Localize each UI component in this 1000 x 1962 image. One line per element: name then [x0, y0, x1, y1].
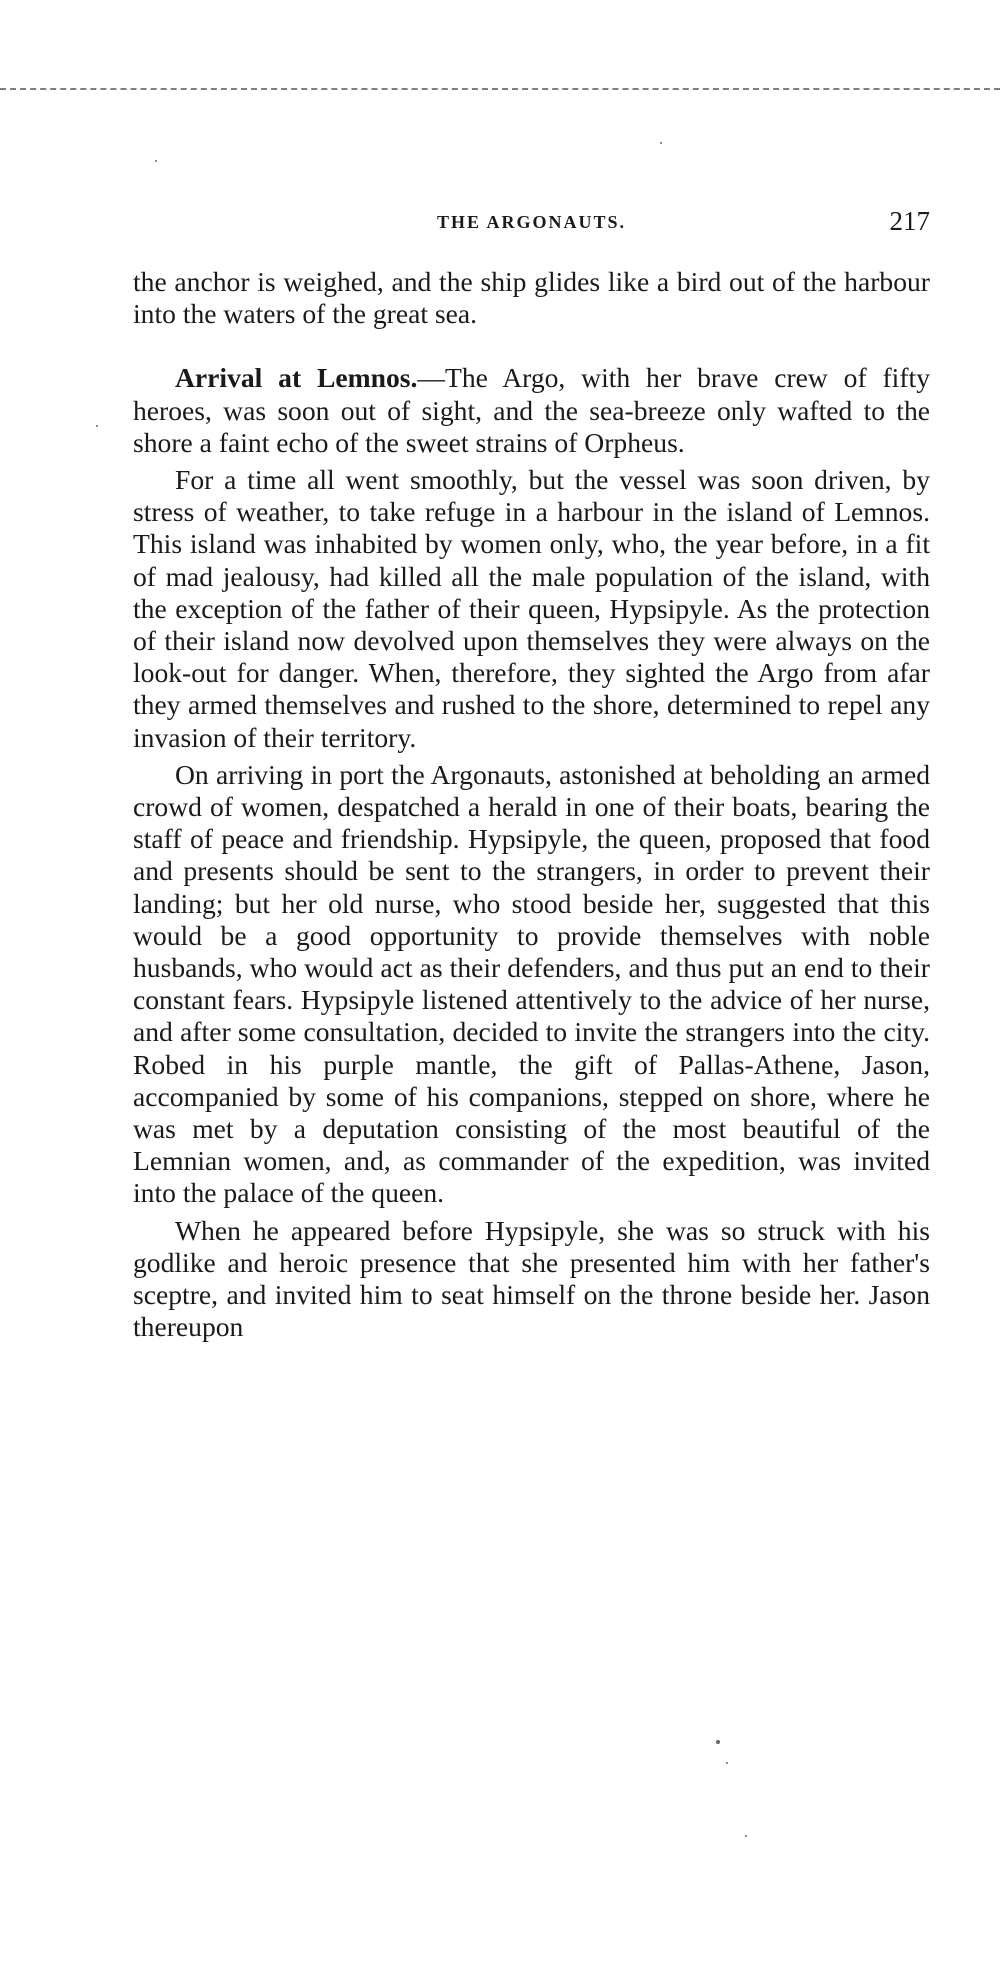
paragraph: When he appeared before Hypsipyle, she was so struck with his godlike and heroic presence that she presented him with her father's sceptre, and invited him to seat himself on the throne beside her. Jason thereupon: [133, 1214, 930, 1343]
paragraph-text: The Argo, with her brave crew of fifty heroes, was soon out of sight, and the sea-breeze only wafted to the shore a faint echo of the sweet strains of Orpheus.: [133, 362, 930, 458]
scan-speck: [745, 1835, 747, 1837]
body-text: [133, 266, 930, 1344]
continuation-paragraph: the anchor is weighed, and the ship glides like a bird out of the harbour into the waters of the great sea.: [133, 266, 930, 330]
paragraph: For a time all went smoothly, but the vessel was soon driven, by stress of weather, to take refuge in a harbour in the island of Lemnos. This island was inhabited by women only, who, the year before, in a fit of mad jealousy, had killed all the male population of the island, with the exception of the father of their queen, Hypsipyle. As the protection of their island now devolved upon themselves they were always on the look-out for danger. When, therefore, they sighted the Argo from afar they armed themselves and rushed to the shore, determined to repel any invasion of their territory.: [133, 464, 930, 753]
paragraph: On arriving in port the Argonauts, astonished at beholding an armed crowd of women, despatched a herald in one of their boats, bearing the staff of peace and friendship. Hypsipyle, the queen, proposed that food and presents should be sent to the strangers, in order to prevent their landing; but her old nurse, who stood beside her, suggested that this would be a good opportunity to provide themselves with noble husbands, who would act as their defenders, and thus put an end to their constant fears. Hypsipyle listened attentively to the advice of her nurse, and after some consultation, decided to invite the strangers into the city. Robed in his purple mantle, the gift of Pallas-Athene, Jason, accompanied by some of his companions, stepped on shore, where he was met by a deputation consisting of the most beautiful of the Lemnian women, and, as commander of the expedition, was invited into the palace of the queen.: [133, 758, 930, 1209]
scan-speck: [660, 142, 662, 144]
page-header: [133, 206, 930, 246]
scan-edge-line: [0, 88, 1000, 90]
page-number: 217: [889, 206, 930, 236]
section-heading: Arrival at Lemnos.: [175, 362, 418, 394]
scan-speck: [726, 1762, 728, 1764]
scan-speck: [96, 425, 98, 427]
scan-speck: [155, 160, 157, 162]
section-dash: —: [417, 362, 446, 394]
section-paragraph: [133, 362, 930, 459]
scan-speck: [716, 1740, 720, 1744]
running-title: THE ARGONAUTS.: [436, 212, 627, 232]
